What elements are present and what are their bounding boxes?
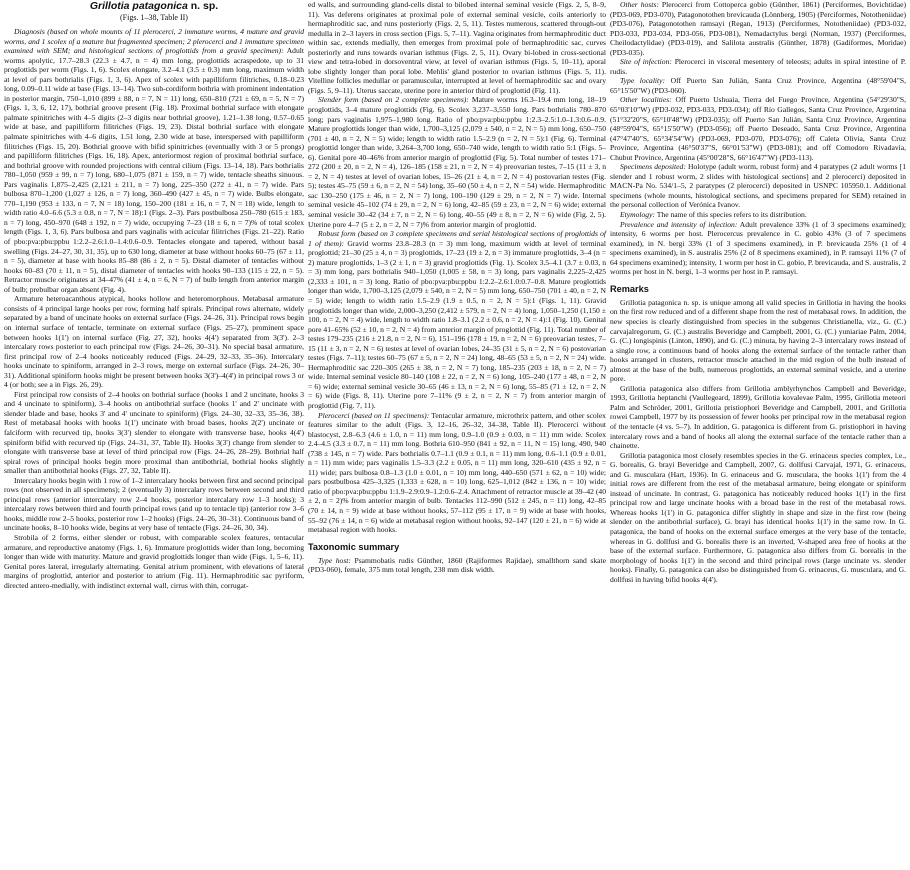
- taxonomic-summary-heading: Taxonomic summary: [308, 541, 400, 552]
- robust-form-body: Gravid worms 23.8–28.3 (n = 3) mm long, maximum width at level of terminal proglottid; 21–30 (25 ± 4, n = 3) proglottids, 17–23 (19 ± 2, n = 3) immature proglottids, 3–4 (n = 2) mature proglottids, 1–3 (2 ± 1, n = 3) gravid proglottids (Fig. 1). Scolex 3.5–4.1 (3.7 ± 0.03, n = 3) mm long, pars bothrialis 940–1,050 (1,005 ± 58, n = 3) long, pars vaginalis 2,225–2,425 (2,333 ± 101, n = 3) long. Ratio of pbo:pva:pbu:ppbu 1:2.2–2.6:1.0:0.7–0.8. Mature proglottids longer than wide, 1,700–3,125 (2,079 ± 540, n = 2, N = 5) mm long, 650–750 (701 ± 40, n = 2, N = 5) wide; length to width ratio 1.5–2.9 (1.9 ± 0.5, n = 2, N = 5):1 (Figs. 1, 11). Gravid proglottids longer than wide, 2,000–3,250 (2,412 ± 579, n = 2, N = 4) long, 1,050–1,250 (1,150 ± 100, n = 2, N = 4) wide, length to width ratio 1.8–3.1 (2.2 ± 0.6, n = 2, N = 4):1 (Fig. 10). Genital pore 41–65% (52 ± 10, n = 2, N = 4) from anterior margin of proglottid (Fig. 11). Total number of testes 179–235 (216 ± 21.8, n = 2, N = 6), 151–196 (178 ± 19, n = 2, N = 6) preovarian testes, 7–15 (11 ± 3, n = 2, N = 6) testes at level of ovarian lobes, 24–35 (31 ± 5, n = 2, N = 6) postovarian testes (Figs. 7–11); testes 60–75 (67 ± 5, n = 2, N = 24) long, 48–65 (53 ± 5, n = 2, N = 24) wide. Hermaphroditic sac 220–305 (265 ± 38, n = 2, N = 7) long, 185–235 (203 ± 18, n = 2, N = 7) wide. Internal seminal vesicle 80–140 (108 ± 22, n = 2, N = 6) long, 105–240 (177 ± 48, n = 2, N = 6) wide; external seminal vesicle 30–65 (46 ± 13, n = 2, N = 6) long, 55–85 (71 ± 12, n = 2, N = 6) wide (Figs. 8, 11). Uterine pore 7–11% (9 ± 2, n = 2, N = 7) from anterior margin of proglottid (Fig. 7, 11).: [308, 238, 606, 410]
- etymology-paragraph: [610, 210, 906, 220]
- remarks-paragraph-1: Grillotia patagonica n. sp. is unique among all valid species in Grillotia in having the hooks on the first row reduced and of a different shape from the rest of metabasal rows. In addition, the new species is clearly distinguished from species in the subgenus Christianella, viz., G. (C.) carvajalregorum, G. (C.) australis Beveridge and Campbell, 2001, G. (C.) yuniariae Palm, 2004, G. (C.) longispinis (Linton, 1890), and G. (C.) minuta, by having 2–3 intercalary rows instead of a single row, a continuous band of hooks along the external surface of the tentacle rather than hooks arranged in clusters, retractor muscle attached in the mid region of the bulb instead of almost at the base of the bulb, numerous proglottids, an external seminal vesicle, and a uterine pore.: [610, 297, 906, 384]
- specimens-lead: Specimens deposited:: [620, 162, 686, 172]
- plerocerci-lead: Plerocerci (based on 11 specimens):: [318, 410, 430, 420]
- other-localities-body: Off Puerto Ushuaia, Tierra del Fuego Province, Argentina (54°29'30"S, 65°03'10"W) (PD3-032, PD3-033, PD3-034); off Río Gallegos, Santa Cruz Province, Argentina (51°32'20"S, 65°10'48"W) (PD3-035); off Puerto San Julián, Santa Cruz Province, Argentina (48°59'04"S, 65°15'50"W) (PD3-056); off Puerto Deseado, Santa Cruz Province, Argentina (47°47'40"S, 65°34'54"W) (PD3-069, PD3-070, PD3-076); off Caleta Olivia, Santa Cruz Province, Argentina (46°50'37"S, 66°01'53"W) (PD3-081); and off Comodoro Rivadavia, Chubut Province, Argentina (45°00'28"S, 66°16'47"W) (PD3-113).: [610, 95, 906, 162]
- robust-form-paragraph: [308, 229, 606, 410]
- other-hosts-body: Plerocerci from Cottoperca gobio (Günther, 1861) (Perciformes, Bovichtidae) (PD3-069, PD3-070), Patagonotothen brevicauda (Lönnberg, 1905) (Perciformes, Nototheniidae) (PD3-076), Patagonotothen ramsayi (Regan, 1913) (Perciformes, Nototheniidae) (PD3-032, PD3-033, PD3-034, PD3-056, PD3-081), Nemadactylus bergi (Norman, 1937) (Perciformes, Cheilodactylidae) (PD3-019), and Salilota australis (Günther, 1878) (Gadiformes, Moridae) (PD3-035).: [610, 0, 906, 57]
- type-host-lead: Type host:: [318, 555, 351, 565]
- specimens-body: Holotype (adult worm, robust form) and 4 paratypes (2 adult worms [1 slender and 1 robust worm, 2 slides with histological sections] and 2 plerocerci) deposited in MACN-Pa No. 534/1–5, 2 paratypes (2 plerocerci) deposited in USNPC 105950.1. Additional specimens (whole mounts, histological sections, and specimens prepared for SEM) retained in the personal collection of Verónica Ivanov.: [610, 162, 906, 210]
- prevalence-lead: Prevalence and intensity of infection:: [620, 219, 738, 229]
- column-left: [4, 0, 304, 590]
- species-suffix: n. sp.: [190, 0, 219, 12]
- remarks-heading: Remarks: [610, 283, 649, 294]
- other-localities-lead: Other localities:: [620, 95, 672, 105]
- other-hosts-lead: Other hosts:: [620, 0, 659, 9]
- armature-paragraph: Armature heteroacanthous atypical, hooks hollow and heteromorphous. Metabasal armature consists of 4 principal large hooks per row, forming half spirals. Principal rows alternate, widely separated by a band of uncinate hooks on external surface (Figs. 24–26, 31). Principal rows begin on internal surface of tentacle, terminate on external surface (Figs. 25–27), prominent space between hooks 1(1') on internal surface (Fig. 27, 32), hooks 4(4') separated from 3(3'). 2–3 intercalary rows posterior to each principal row (Figs. 24–26, 30–31). No special basal armature, first principal row of 2–4 hooks noticeably reduced (Figs. 24–29, 32–33, 35–36). Intercalary hooks uncinate to spiniform, arranged in 2–3 rows, merge on external surface (Figs. 24–26, 30–31). Additional spiniform hooks might be present between hooks 3(3')–4(4') in principal rows 3 or 4 (or both; see a in Figs. 26, 29).: [4, 294, 304, 390]
- slender-form-body: Mature worms 16.3–19.4 mm long, 18–19 proglottids, 3–4 mature proglottids (Fig. 6). Scolex 3,237–3,550 long. Pars bothrialis 780–870 long; pars vaginalis 1,975–1,980 long. Ratio of pbo:pva:pbu:ppbu 1:2.3–2.5:1.0–1.3:0.6–0.9. Mature proglottids longer than wide, 1,700–3,125 (2,079 ± 540, n = 2, N = 5) mm long, 650–750 (701 ± 40, n = 2, N = 5) wide; length to width ratio 1.5–2.9 (n = 2, N = 5):1 (Fig. 6). Terminal proglottid longer than wide, 3,264–3,700 long, 650–740 wide, length to width ratio 5:1 (Figs. 5–6). Genital pore 40–46% from anterior margin of proglottid (Fig. 5). Total number of testes 171–272 (200 ± 20, n = 2, N = 4), 126–185 (158 ± 21, n = 2, N = 4) preovarian testes, 7–15 (11 ± 3, n = 2, N = 4) testes at level of ovarian lobes, 15–26 (21 ± 4, n = 2, N = 4) postovarian testes (Fig. 5); testes 45–75 (59 ± 6, n = 2, N = 54) long, 35–60 (50 ± 4, n = 2, N = 54) wide. Hermaphroditic sac 130–250 (175 ± 46, n = 2, N = 7) long, 100–190 (129 ± 29, n = 2, N = 7) wide. Internal seminal vesicle 45–102 (74 ± 29, n = 2, N = 6) long, 42–85 (59 ± 23, n = 2, N = 6) wide; external seminal vesicle 30–42 (34 ± 7, n = 2, N = 6) long, 40–55 (49 ± 8, n = 2, N = 6) wide (Fig. 2, 5). Uterine pore 4–7 (5 ± 2, n = 2, N = 7)% from anterior margin of proglottid.: [308, 95, 606, 229]
- type-locality-paragraph: [610, 76, 906, 95]
- prevalence-paragraph: [610, 220, 906, 277]
- slender-form-lead: Slender form (based on 2 complete specimens):: [318, 95, 469, 105]
- column-middle: [308, 0, 606, 575]
- species-name: Grillotia patagonica: [89, 0, 188, 12]
- diagnosis-lead: Diagnosis (based on whole mounts of 11 plerocerci, 2 immature worms, 4 mature and gravid worms, and 1 scolex of a mature but fragmented specimen; 2 plerocerci and 1 immature specimen examined with SEM; and histological sections of proglottids from a gravid specimen):: [4, 27, 304, 56]
- etymology-body: The name of this species refers to its distribution.: [656, 210, 807, 220]
- site-body: Plerocerci in visceral mesentery of teleosts; adults in spiral intestine of P. rudis.: [610, 57, 906, 76]
- intercalary-paragraph: Intercalary hooks begin with 1 row of 1–2 intercalary hooks between first and second principal rows (not observed in all specimens); 2 (eventually 3) intercalary rows between second and third principal rows (anterior intercalary row 2–4 hooks, posterior intercalary row 1–3 hooks); 3 intercalary rows between third and fourth principal rows (and up to tentacle tip) (anterior row 3–6 hooks, middle row 2–5 hooks, posterior row 1–2 hooks) (Figs. 24–26, 30–31). Continuous band of uncinate hooks, 8–10 hooks wide, begins at very base of tentacle (Figs. 24–26, 30, 34).: [4, 475, 304, 533]
- slender-form-paragraph: [308, 95, 606, 229]
- type-locality-body: Off Puerto San Julián, Santa Cruz Province, Argentina (48°59'04"S, 65°15'50"W) (PD3-060).: [610, 76, 906, 95]
- plerocerci-paragraph: [308, 411, 606, 535]
- diagnosis-body: Adult worms apolytic, 17.7–28.3 (22.3 ± 4.7, n = 4) mm long, proglottids acraspedote, up to 31 proglottids per worm (Figs. 1, 6). Scolex elongate, 3.2–4.1 (3.5 ± 0.3) mm long, maximum width at level of pars bothrialis (Figs. 1, 3, 6). Apex of scolex with papilliform filitriches, 0.18–0.23 long, 0.09–0.11 wide at base (Figs. 13–14). Two sub-cordiform bothria with prominent indentation in posterior margin, 750–1,010 (899 ± 88, n = 7, N = 11) long, 650–810 (721 ± 69, n = 5, N = 7) (Figs. 1, 3, 6, 12, 17), bothrial groove present (Fig. 18). Proximal bothrial surface with elongate palmate spinitriches with 4–5 digits (2–3 digits near bothrial groove), 1.21–1.38 long, 0.57–0.65 wide at base, and papilliform filitriches (Figs. 19, 23). Distal bothrial surface with elongate palmate spinitriches with 4–6 digits, 1.51 long, 2.30 wide at base, interspersed with papilliform filitriches (Figs. 15, 20). Bothrial groove with bifid spinitriches (eventually with 3 or 5 prongs) and papilliform filitriches (Figs. 16, 18). Apex, anteriormost region of proximal bothrial surface, and bothrial groove with rounded projections with central cilium (Figs. 13–14, 18). Pars bothrialis 780–1,050 (959 ± 99, n = 7) long, 680–1,075 (871 ± 159, n = 7) wide, tentacle sheaths sinuous. Pars vaginalis 1,875–2,425 (2,121 ± 211, n = 7) long, 225–350 (272 ± 41, n = 7) wide. Pars bulbosa 870–1,200 (1,027 ± 126, n = 7) long, 360–490 (427 ± 45, n = 7) wide. Bulbs elongate, 770–1,190 (953 ± 133, n = 7, N = 18) long, 150–200 (181 ± 16, n = 7, N = 18) wide, length to width ratio 4.0–6.6 (5.3 ± 0.8, n = 7, N = 18):1 (Figs. 2–3). Pars postbulbosa 250–780 (615 ± 183, n = 7) long, 450–970 (648 ± 192, n = 7) wide, occupying 7–23 (18 ± 6, n = 7)% of total scolex length (Figs. 1, 3, 6). Pars bulbosa and pars vaginalis with acicular filitriches (Figs. 21–22). Ratio of pbo:pva:pbu:ppbu 1:2.2–2.6:1.0–1.4:0.6–0.9. Tentacles elongate and tapered, without basal swelling (Figs. 24–27, 30, 31, 35), up to 630 long, diameter at base without hooks 60–75 (67 ± 11, n = 5), diameter at base with hooks 85–88 (86 ± 2, n = 5). Distal diameter of tentacles without hooks 60–83 (70 ± 11, n = 5), distal diameter of tentacles with hooks 90–133 (115 ± 22, n = 5). Retractor muscle originates at 34–47% (41 ± 4, n = 6, N = 7) of bulb length from anterior margin of bulb; prebulbar organ absent (Fig. 4).: [4, 46, 305, 294]
- other-hosts-paragraph: [610, 0, 906, 57]
- other-localities-paragraph: [610, 95, 906, 162]
- species-title: [4, 0, 304, 13]
- strobila-paragraph: Strobila of 2 forms, either slender or robust, with comparable scolex features, tentacular armature, and reproductive anatomy (Figs. 1, 6). Immature proglottids wider than long, becoming longer than wide with maturity. Mature and gravid proglottids longer than wide (Figs. 1, 5–6, 11). Genital pores lateral, irregularly alternating. Genital atrium prominent, with elevations of lateral margins of proglottid, anterior and posterior to atrium (Fig. 11). Hermaphroditic sac pyriform, directed antero-medially, with indistinct external wall, cirrus with thin, corrugat-: [4, 532, 304, 590]
- type-locality-lead: Type locality:: [620, 76, 666, 86]
- remarks-paragraph-3: Grillotia patagonica most closely resembles species in the G. erinaceus species complex, i.e., G. borealis, G. brayi Beveridge and Campbell, 2007, G. dollfusi Carvajal, 1971, G. erinaceus, and G. musculara (Hart, 1936). In G. erinaceus and G. musculara, the hooks 1(1') from the 4 initial rows are different from the rest of the metabasal armature, being elongate or spiniform instead of uncinate. In contrast, G. patagonica has noticeably reduced hooks 1(1') in the first principal row and large uncinate hooks with a broad base in the rest of the metabasal rows. Whereas hooks 1(1') in G. patagonica differ slightly in shape and size in the first row (being slender on the antibothrial surface), G. brayi has identical hooks 1(1') in the same row. In G. patagonica, the band of hooks on the external surface emerges at the very base of the tentacle, whereas in G. dollfusi and G. borealis there is an inverted, V-shaped area free of hooks at the base of the external surface. Furthermore, G. patagonica also differs from G. borealis in the morphology of hooks 1(1') in the second and third principal rows (large uncinate vs. slender hooks). Finally, G. patagonica can also be distinguished from G. erinaceus, G. musculara, and G. dollfusi in having bifid hooks 4(4').: [610, 450, 906, 584]
- continuation-paragraph: ed walls, and surrounding gland-cells distal to bilobed internal seminal vesicle (Figs. 2, 5, 8–9, 11). Vas deferens originates at proximal pole of external seminal vesicle, coils anteriorly to hermaphroditic sac, and runs posteriorly (Figs. 2, 5, 11). Testes numerous, scattered through-out medulla in 2–3 layers in cross section (Figs. 5, 7–11). Vagina originates from hermaphroditic duct within sac, extends medially, then emerges from proximal pole of hermaphroditic sac, curves posteriorly and runs towards ovarian isthmus (Figs. 2, 5, 11). Ovary bi-lobed in cross-sectional view and tetra-lobed in dorsoventral view, at level of ovarian isthmus (Figs. 5, 10–11), aporal lobe slightly longer than poral lobe. Mehlis' gland posterior to ovarian isthmus (Figs. 5, 11). Vitelline follicles medullar or paramuscular, interrupted at level of hermaphroditic sac and ovary (Figs. 5, 9–11). Uterus saccate, uterine pore in anterior third of proglottid (Fig. 11).: [308, 0, 606, 95]
- column-right: [610, 0, 906, 584]
- plerocerci-body: Tentacular armature, microthrix pattern, and other scolex features similar to the adult (Figs. 3, 12–16, 26–32, 34–38, Table II). Plerocerci without blastocyst, 2.8–6.3 (4.6 ± 1.0, n = 11) mm long, 0.9–1.0 (0.9 ± 0.03, n = 11) mm wide. Scolex 2.4–4.5 (3.3 ± 0.7, n = 11) mm long. Bothria 610–950 (841 ± 92, n = 11, N = 15) long, 490, 940 (738 ± 145, n = 7) wide. Pars bothrialis 0.7–1.1 (0.9 ± 0.1, n = 11) mm long, 0.6–1.1 (0.9 ± 0.01, n = 11) mm wide; pars vaginalis 1.5–3.3 (2.2 ± 0.05, n = 11) mm long, 320–610 (435 ± 92, n = 11) wide; pars bulbosa 0.8–1.3 (1.0 ± 0.01, n = 10) mm long, 440–650 (571 ± 62, n = 10) wide; pars postbulbosa 425–3,325 (1,333 ± 628, n = 10) long, 625–1,012 (842 ± 136, n = 10) wide; ratio of pbo:pva:pbu:ppbu 1:1.9–2.9:0.9–1.2:0.6–2.4. Attachment of retractor muscle at 39–42 (40 ± 2, n = 2)% from anterior margin of bulb. Tentacles 112–990 (512 ± 245, n = 11) long, 42–85 (70 ± 14, n = 9) wide at base without hooks, 57–112 (95 ± 17, n = 9) wide at base with hooks, 55–92 (76 ± 14, n = 6) wide at metabasal region without hooks, 92–147 (120 ± 21, n = 6) wide at metabasal region with hooks.: [308, 410, 606, 535]
- type-host-body: Psammobatis rudis Günther, 1860 (Rajiformes Rajidae), smallthorn sand skate (PD3-060), female, 375 mm total length, 238 mm disk width.: [308, 555, 606, 575]
- etymology-lead: Etymology:: [620, 210, 656, 220]
- specimens-paragraph: [610, 162, 906, 210]
- remarks-paragraph-2: Grillotia patagonica also differs from Grillotia amblyrhynchos Campbell and Beveridge, 1993, Grillotia heptanchi (Vaullegeard, 1899), Grillotia kovalevae Palm, 1995, Grillotia meteori Palm and Schröder, 2001, Grillotia pristiophori Beveridge and Campbell, 2001, and Grillotia rowei Campbell, 1977 by its possession of fewer hooks per principal row in the metabasal region of the tentacle (4 vs. 5–7). In addition, G. patagonica is different from G. pristiophori in having intercalary rows and a band of hooks all along the external surface of the tentacle rather than a chainette.: [610, 383, 906, 451]
- first-row-paragraph: First principal row consists of 2–4 hooks on bothrial surface (hooks 1 and 2 uncinate, hooks 3 and 4 uncinate to spiniform), 3–4 hooks on antibothrial surface (hooks 1' and 2' uncinate with slender blade and base, hooks 3' and 4' uncinate to spiniform) (Figs. 24–30, 32–33, 35–36, 38). Rest of metabasal hooks with hooks 1(1') uncinate with broad bases, hooks 2(2') uncinate or falciform with recurved tip, hooks 3(3') slender to elongate with transverse base, hooks 4(4') spiniform bifid with recurved tip (Figs. 24–31, 37, Table II). Hooks 3(3') change from slender to elongate with transverse base at level of third principal row (Figs. 24–26, 28–29). Bothrial half spiral rows of principal hooks begin more proximal than antibothrial, bothrial hooks slightly smaller than antibothrial hooks (Figs. 27, 32, Table II).: [4, 389, 304, 476]
- figure-reference: (Figs. 1–38, Table II): [120, 13, 188, 22]
- robust-form-lead: Robust form (based on 3 complete specimens and serial histological sections of proglottids of 1 of them):: [308, 229, 606, 248]
- type-host-paragraph: [308, 556, 606, 575]
- diagnosis-paragraph: [4, 27, 304, 294]
- site-lead: Site of infection:: [620, 57, 672, 67]
- site-paragraph: [610, 57, 906, 76]
- species-title-block: [4, 0, 304, 23]
- prevalence-body: Adult prevalence 33% (1 of 3 specimens examined); intensity, 6 worms per host. Plerocercus prevalence in C. gobio 43% (3 of 7 specimens examined), in N. bergi 33% (1 of 3 specimens examined), in P. brevicauda 25% (1 of 4 specimens examined), in S. australis 25% (2 of 8 specimens examined), in P. ramsayi 11% (7 of 64 specimens examined); intensity, 1 worm per host in C. gobio, P. brevicauda, and S. australis, 2 worms per host in N. bergi, 1–3 worms per host in P. ramsayi.: [610, 219, 906, 277]
